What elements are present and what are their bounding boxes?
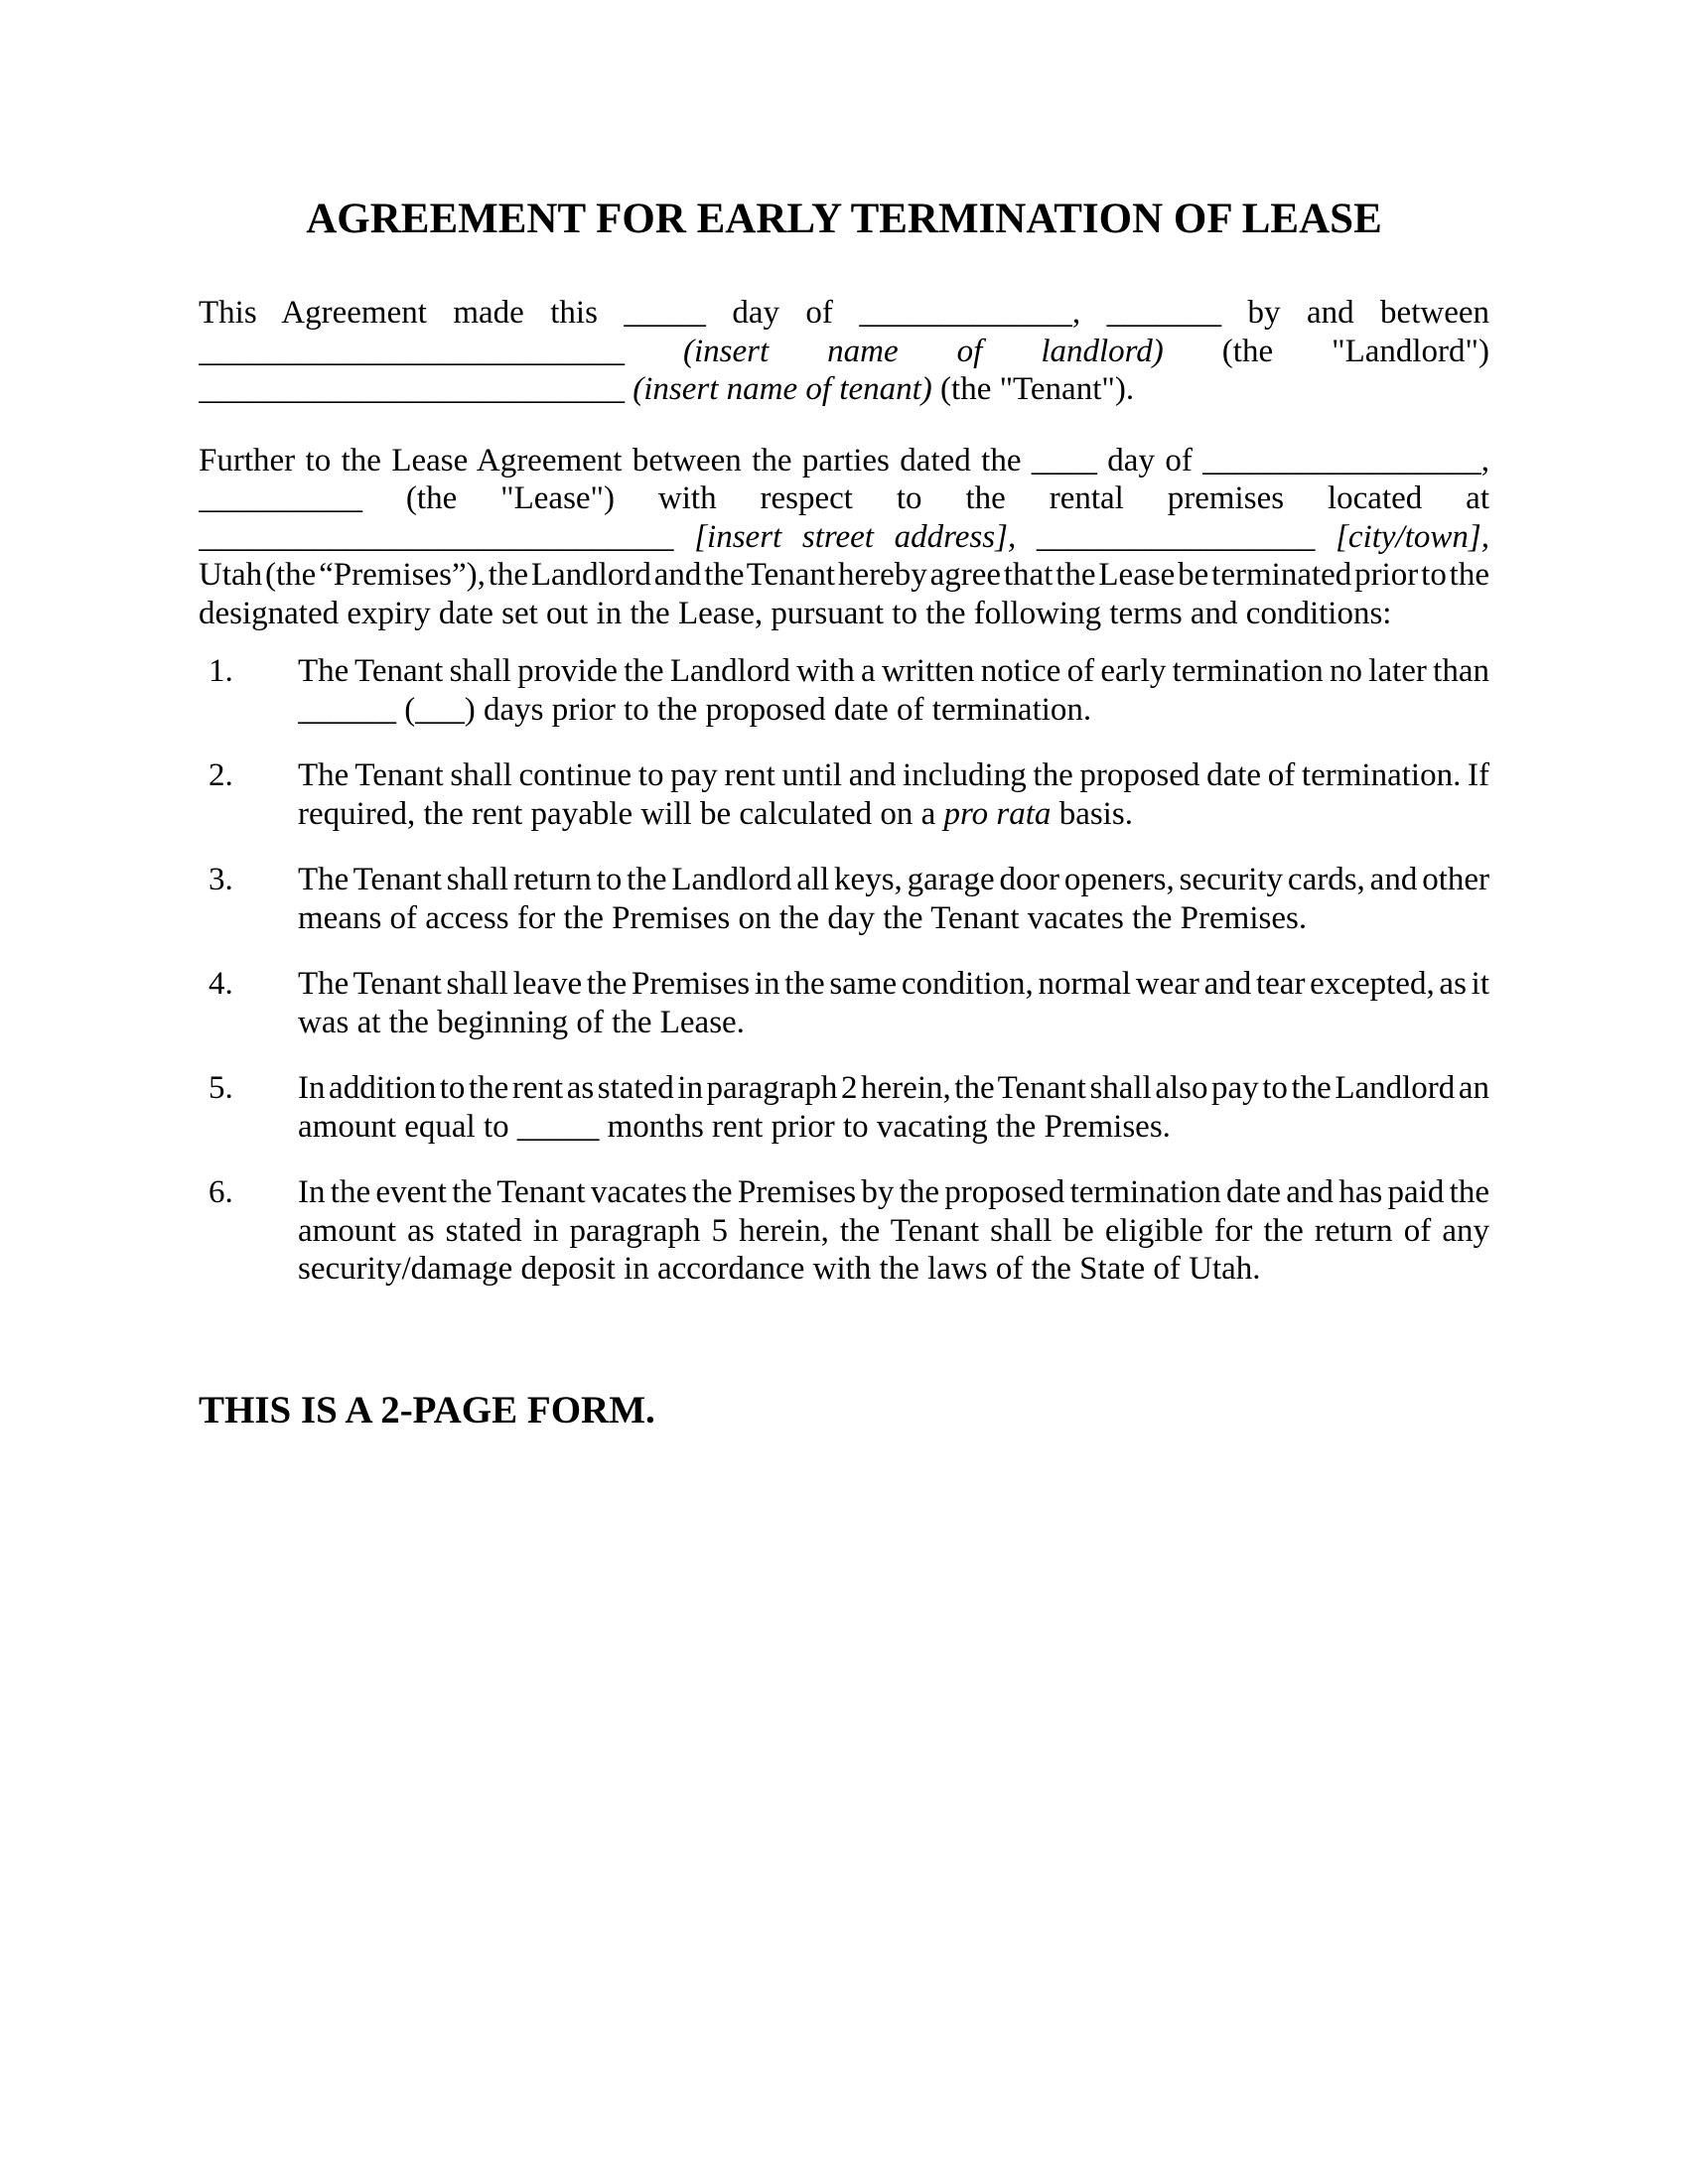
- clause-text: [298, 1069, 1489, 1146]
- clause-item: [199, 861, 1489, 937]
- text-line: [298, 652, 1489, 691]
- clause-item: [199, 1173, 1489, 1289]
- clause-list: [199, 652, 1489, 1289]
- text-segment: means of access for the Premises on the day the Tenant vacates the Premises.: [298, 899, 1308, 936]
- text-line: [298, 1250, 1489, 1289]
- clause-number: 6.: [209, 1174, 233, 1210]
- clause-number: 5.: [209, 1070, 233, 1106]
- italic-text: [city/town],: [1336, 518, 1489, 555]
- blank-field: _________________: [1036, 518, 1316, 555]
- text-line: [298, 861, 1489, 899]
- text-line: [199, 556, 1489, 595]
- text-segment: The Tenant shall continue to pay rent until and including the proposed date of termination. If: [298, 757, 1489, 793]
- text-line: [298, 1108, 1489, 1147]
- text-segment: ,: [1480, 442, 1489, 478]
- clause-text: [298, 652, 1489, 729]
- clause-item: [199, 965, 1489, 1041]
- text-line: [199, 333, 1489, 371]
- paragraph-opening: [199, 294, 1489, 409]
- text-segment: (: [396, 691, 416, 728]
- text-segment: Further to the Lease Agreement between the parties dated the: [199, 442, 1032, 478]
- text-segment: [625, 371, 633, 407]
- clause-item: [199, 1069, 1489, 1146]
- blank-field: __________________________: [199, 371, 625, 407]
- clause-item: [199, 652, 1489, 729]
- text-segment: The Tenant shall leave the Premises in the same condition, normal wear and tear excepted, as it: [298, 966, 1489, 1002]
- text-segment: [1016, 519, 1037, 555]
- text-segment: basis.: [1051, 795, 1133, 832]
- clause-number: 1.: [209, 653, 233, 689]
- clause-text: [298, 965, 1489, 1041]
- text-segment: [674, 519, 695, 555]
- text-line: [298, 1069, 1489, 1108]
- text-segment: (the "Lease") with respect to the rental premises located at: [362, 480, 1489, 516]
- text-segment: The Tenant shall provide the Landlord with a written notice of early termination no later than: [298, 653, 1489, 689]
- clause-text: [298, 1173, 1489, 1289]
- blank-field: _______: [1106, 295, 1222, 331]
- closing-note: THIS IS A 2-PAGE FORM.: [199, 1388, 655, 1432]
- text-segment: [625, 334, 683, 369]
- italic-text: (insert name of landlord): [683, 333, 1164, 369]
- text-segment: months rent prior to vacating the Premises.: [599, 1108, 1171, 1145]
- text-segment: (the "Landlord"): [1163, 333, 1489, 369]
- clause-number: 4.: [209, 966, 233, 1002]
- paragraph-further-to-lease: [199, 442, 1489, 633]
- italic-text: [insert street address],: [694, 518, 1017, 555]
- blank-field: _____________________________: [199, 518, 674, 555]
- text-segment: day of: [705, 295, 860, 331]
- text-segment: ) days prior to the proposed date of termination.: [464, 691, 1092, 728]
- text-segment: (the "Tenant").: [931, 371, 1135, 407]
- italic-text: pro rata: [943, 795, 1052, 832]
- text-line: [298, 1173, 1489, 1212]
- text-line: [199, 595, 1489, 633]
- text-segment: In the event the Tenant vacates the Premises by the proposed termination date and has paid the: [298, 1174, 1489, 1210]
- text-segment: day of: [1096, 442, 1203, 478]
- clause-number: 3.: [209, 862, 233, 897]
- blank-field: _________________: [1202, 442, 1481, 478]
- text-line: [298, 1212, 1489, 1251]
- text-segment: by and between: [1221, 295, 1489, 331]
- text-segment: The Tenant shall return to the Landlord all keys, garage door openers, security cards, and other: [298, 862, 1489, 897]
- blank-field: __________: [199, 480, 362, 516]
- clause-text: [298, 861, 1489, 937]
- blank-field: _____: [624, 295, 706, 331]
- italic-text: (insert name of tenant): [633, 371, 932, 407]
- text-segment: amount as stated in paragraph 5 herein, the Tenant shall be eligible for the return of any: [298, 1212, 1489, 1249]
- intro-paragraphs: [199, 294, 1489, 632]
- text-segment: amount equal to: [298, 1108, 517, 1145]
- blank-field: ______: [298, 691, 396, 728]
- text-line: [199, 370, 1489, 409]
- text-line: [199, 479, 1489, 518]
- text-line: [199, 518, 1489, 557]
- text-segment: security/damage deposit in accordance with the laws of the State of Utah.: [298, 1251, 1261, 1287]
- text-line: [298, 965, 1489, 1004]
- blank-field: _____________: [859, 295, 1072, 331]
- text-line: [298, 756, 1489, 795]
- clause-number: 2.: [209, 757, 233, 793]
- blank-field: _____: [516, 1108, 600, 1145]
- text-segment: [1315, 519, 1336, 555]
- clause-text: [298, 756, 1489, 833]
- text-segment: Utah (the “Premises”), the Landlord and the Tenant hereby agree that the Lease be terminated prior to the: [199, 557, 1489, 593]
- text-segment: ,: [1071, 295, 1107, 331]
- text-segment: required, the rent payable will be calculated on a: [298, 795, 944, 832]
- text-segment: designated expiry date set out in the Lease, pursuant to the following terms and conditions:: [199, 595, 1392, 631]
- text-line: [298, 795, 1489, 834]
- document-title: AGREEMENT FOR EARLY TERMINATION OF LEASE: [306, 196, 1382, 242]
- text-segment: was at the beginning of the Lease.: [298, 1004, 745, 1040]
- clause-item: [199, 756, 1489, 833]
- blank-field: ___: [415, 691, 465, 728]
- text-segment: In addition to the rent as stated in paragraph 2 herein, the Tenant shall also pay to the Landlord an: [298, 1070, 1489, 1106]
- text-line: [199, 294, 1489, 333]
- text-line: [298, 1004, 1489, 1042]
- text-line: [199, 442, 1489, 480]
- text-line: [298, 899, 1489, 938]
- text-line: [298, 691, 1489, 730]
- blank-field: __________________________: [199, 333, 625, 369]
- text-segment: This Agreement made this: [199, 295, 625, 331]
- blank-field: ____: [1031, 442, 1097, 478]
